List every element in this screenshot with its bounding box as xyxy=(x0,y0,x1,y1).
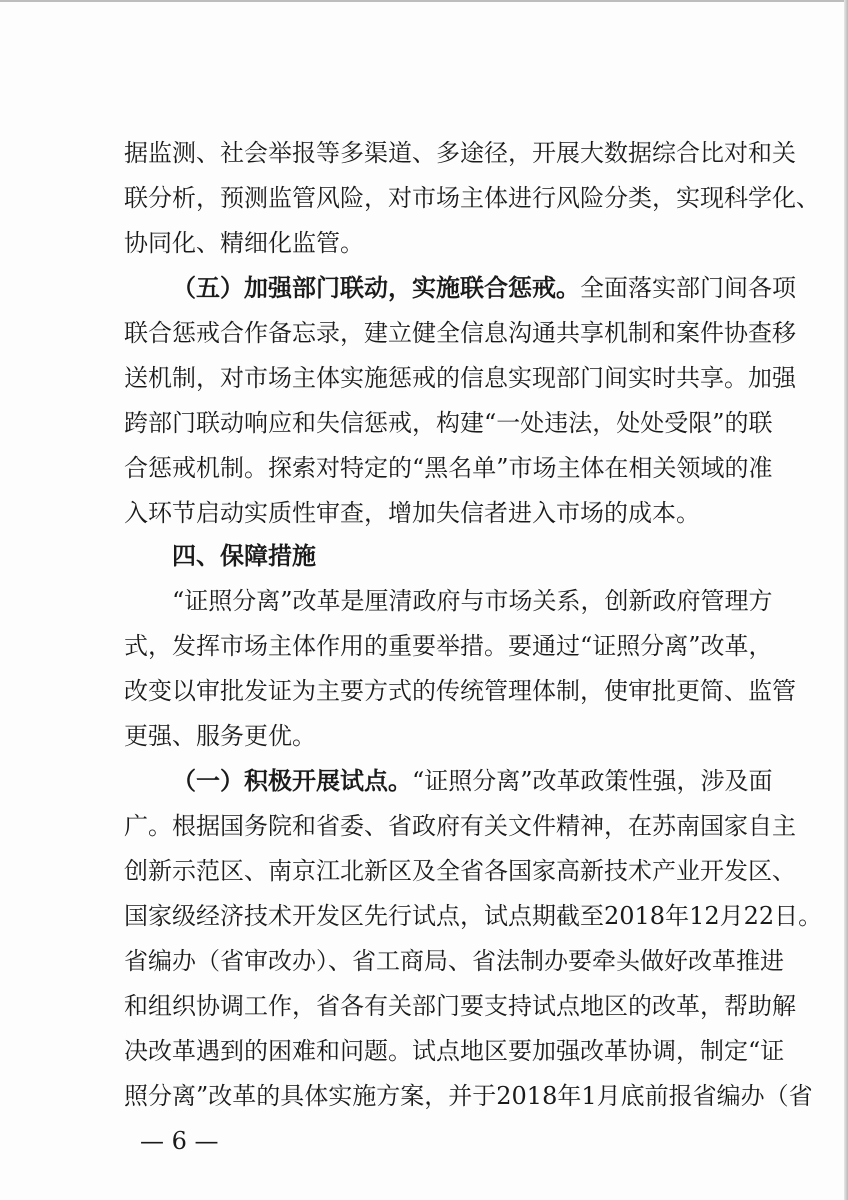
paragraph-one-first-line xyxy=(172,766,773,796)
body-line: 联分析，预测监管风险，对市场主体进行风险分类，实现科学化、 xyxy=(124,184,820,212)
body-line: 协同化、精细化监管。 xyxy=(124,229,364,257)
body-line: “证照分离”改革是厘清政府与市场关系，创新政府管理方 xyxy=(172,587,773,615)
body-line: 式，发挥市场主体作用的重要举措。要通过“证照分离”改革， xyxy=(124,632,773,660)
body-line: 合惩戒机制。探索对特定的“黑名单”市场主体在相关领域的准 xyxy=(124,454,773,482)
body-line: 决改革遇到的困难和问题。试点地区要加强改革协调，制定“证 xyxy=(124,1037,785,1065)
body-line: 据监测、社会举报等多渠道、多途径，开展大数据综合比对和关 xyxy=(124,139,796,167)
body-line: 和组织协调工作，省各有关部门要支持试点地区的改革，帮助解 xyxy=(124,992,796,1020)
body-line: 送机制，对市场主体实施惩戒的信息实现部门间实时共享。加强 xyxy=(124,364,796,392)
body-line: 跨部门联动响应和失信惩戒，构建“一处违法，处处受限”的联 xyxy=(124,409,773,437)
body-line: 改变以审批发证为主要方式的传统管理体制，使审批更简、监管 xyxy=(124,677,796,705)
paragraph-five-bold-lead: （五）加强部门联动，实施联合惩戒。 xyxy=(172,273,580,302)
scan-top-edge xyxy=(0,0,848,2)
body-line: 联合惩戒合作备忘录，建立健全信息沟通共享机制和案件协查移 xyxy=(124,319,796,347)
paragraph-five-first-line xyxy=(172,273,796,303)
body-line: 国家级经济技术开发区先行试点，试点期截至2018年12月22日。 xyxy=(124,902,823,930)
body-line: 创新示范区、南京江北新区及全省各国家高新技术产业开发区、 xyxy=(124,857,796,885)
page-number: — 6 — xyxy=(140,1127,219,1155)
section-heading: 四、保障措施 xyxy=(172,542,316,570)
paragraph-one-line-rest: “证照分离”改革政策性强，涉及面 xyxy=(412,767,773,795)
paragraph-five-line-rest: 全面落实部门间各项 xyxy=(580,274,796,302)
body-line: 照分离”改革的具体实施方案，并于2018年1月底前报省编办（省 xyxy=(124,1082,813,1110)
paragraph-one-bold-lead: （一）积极开展试点。 xyxy=(172,766,412,795)
scan-right-edge xyxy=(844,0,848,1200)
body-line: 更强、服务更优。 xyxy=(124,722,316,750)
body-line: 入环节启动实质性审查，增加失信者进入市场的成本。 xyxy=(124,499,700,527)
body-line: 省编办（省审改办）、省工商局、省法制办要牵头做好改革推进 xyxy=(124,947,784,975)
body-line: 广。根据国务院和省委、省政府有关文件精神，在苏南国家自主 xyxy=(124,812,796,840)
